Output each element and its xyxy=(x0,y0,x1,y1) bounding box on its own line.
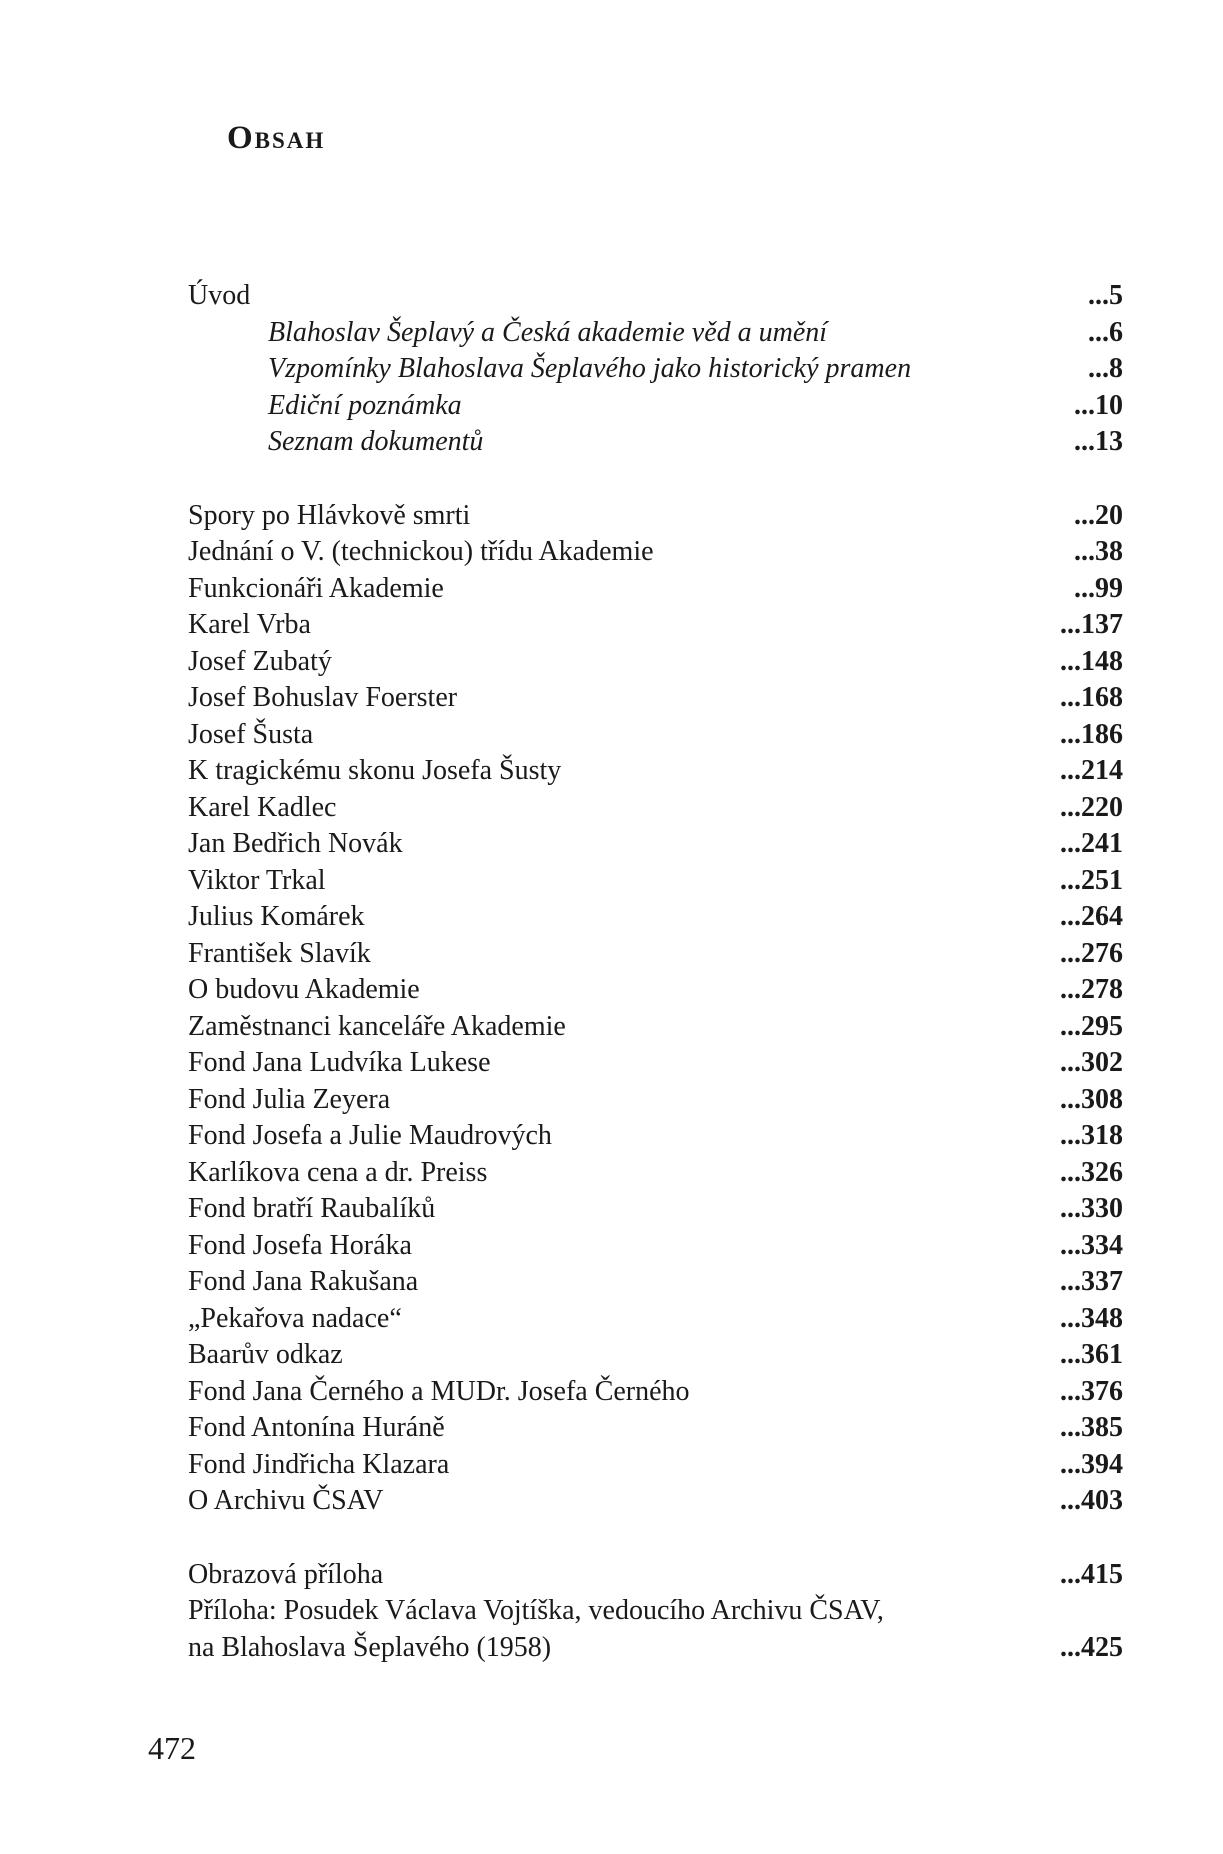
toc-entry xyxy=(188,717,1123,754)
toc-entry-page: ...168 xyxy=(1060,682,1123,713)
toc-entry xyxy=(188,1593,1123,1630)
toc-entry-title: Josef Šusta xyxy=(188,718,314,750)
toc-entry-title: Baarův odkaz xyxy=(188,1339,343,1370)
toc-entry-title: Ediční poznámka xyxy=(268,389,462,421)
toc-entry-page: ...278 xyxy=(1060,974,1123,1005)
toc-entry-title: Julius Komárek xyxy=(188,901,365,932)
toc-entry-title: Fond Julia Zeyera xyxy=(188,1083,391,1115)
toc-entry xyxy=(188,680,1123,717)
toc-subentry xyxy=(188,424,1123,461)
toc-entry-title: Fond Jana Černého a MUDr. Josefa Černého xyxy=(188,1375,690,1407)
toc-entry-page: ...8 xyxy=(1088,353,1123,384)
toc-entry xyxy=(188,972,1123,1009)
toc-entry-title: Fond Jana Rakušana xyxy=(188,1266,419,1297)
toc-entry-page: ...403 xyxy=(1060,1485,1123,1516)
toc-entry-page: ...330 xyxy=(1060,1193,1123,1224)
toc-entry xyxy=(188,644,1123,681)
toc-entry xyxy=(188,1009,1123,1046)
toc-entry-title: Fond Jindřicha Klazara xyxy=(188,1448,450,1480)
toc-entry-title: Fond Jana Ludvíka Lukese xyxy=(188,1047,491,1078)
toc-entry xyxy=(188,1447,1123,1484)
toc-entry xyxy=(188,1337,1123,1374)
toc-entry-title: Příloha: Posudek Václava Vojtíška, vedoucího Archivu ČSAV, xyxy=(188,1595,884,1626)
toc-subentry xyxy=(188,351,1123,388)
table-of-contents xyxy=(188,278,1123,1666)
toc-entry-title: Fond bratří Raubalíků xyxy=(188,1193,436,1224)
toc-entry-page: ...302 xyxy=(1060,1047,1123,1078)
toc-entry-title: Vzpomínky Blahoslava Šeplavého jako historický pramen xyxy=(268,353,912,384)
toc-entry-page: ...415 xyxy=(1060,1558,1123,1590)
toc-entry xyxy=(188,790,1123,827)
toc-entry-page: ...220 xyxy=(1060,791,1123,823)
toc-entry xyxy=(188,936,1123,973)
toc-entry-title: na Blahoslava Šeplavého (1958) xyxy=(188,1631,552,1663)
toc-entry-page: ...6 xyxy=(1088,316,1123,348)
toc-entry-title: František Slavík xyxy=(188,937,371,969)
section-gap xyxy=(188,461,1123,498)
toc-entry-page: ...148 xyxy=(1060,645,1123,677)
toc-entry xyxy=(188,1264,1123,1301)
toc-entry-title: Josef Bohuslav Foerster xyxy=(188,682,458,713)
toc-entry xyxy=(188,571,1123,608)
toc-entry xyxy=(188,826,1123,863)
toc-entry-page: ...334 xyxy=(1060,1229,1123,1261)
toc-entry-title: Fond Antonína Huráně xyxy=(188,1412,445,1443)
toc-entry-page: ...326 xyxy=(1060,1156,1123,1188)
toc-entry-title: Fond Josefa Horáka xyxy=(188,1229,412,1261)
toc-entry xyxy=(188,1155,1123,1192)
toc-entry-page: ...361 xyxy=(1060,1339,1123,1370)
toc-entry-page: ...276 xyxy=(1060,937,1123,969)
toc-section-main xyxy=(188,498,1123,1520)
toc-entry-page: ...251 xyxy=(1060,864,1123,896)
toc-entry-title: Obrazová příloha xyxy=(188,1558,384,1590)
toc-entry-page: ...241 xyxy=(1060,828,1123,859)
toc-entry xyxy=(188,863,1123,900)
toc-entry-page: ...20 xyxy=(1074,499,1123,531)
toc-section-intro xyxy=(188,278,1123,461)
toc-entry-title: Funkcionáři Akademie xyxy=(188,572,444,604)
toc-entry-title: Jednání o V. (technickou) třídu Akademie xyxy=(188,536,654,567)
toc-entry xyxy=(188,899,1123,936)
toc-entry xyxy=(188,1045,1123,1082)
toc-entry-page: ...337 xyxy=(1060,1266,1123,1297)
toc-entry-page: ...264 xyxy=(1060,901,1123,932)
page-number: 472 xyxy=(148,1730,196,1766)
toc-entry-page: ...318 xyxy=(1060,1120,1123,1151)
toc-subentry xyxy=(188,315,1123,352)
toc-entry xyxy=(188,1082,1123,1119)
toc-entry-title: Zaměstnanci kanceláře Akademie xyxy=(188,1010,566,1042)
toc-entry-title: O budovu Akademie xyxy=(188,974,420,1005)
toc-entry-title: Jan Bedřich Novák xyxy=(188,828,403,859)
toc-entry xyxy=(188,498,1123,535)
toc-entry-title: O Archivu ČSAV xyxy=(188,1485,384,1516)
toc-entry-title: Spory po Hlávkově smrti xyxy=(188,499,471,531)
section-gap xyxy=(188,1520,1123,1557)
toc-entry-page: ...10 xyxy=(1074,389,1123,421)
toc-entry-page: ...186 xyxy=(1060,718,1123,750)
toc-entry-page: ...295 xyxy=(1060,1010,1123,1042)
toc-entry xyxy=(188,1301,1123,1338)
toc-entry xyxy=(188,1228,1123,1265)
toc-entry xyxy=(188,534,1123,571)
toc-entry xyxy=(188,278,1123,315)
toc-subentry xyxy=(188,388,1123,425)
toc-entry-page: ...376 xyxy=(1060,1375,1123,1407)
toc-entry-page: ...394 xyxy=(1060,1448,1123,1480)
toc-entry-title: Fond Josefa a Julie Maudrových xyxy=(188,1120,552,1151)
toc-entry-page: ...425 xyxy=(1060,1631,1123,1663)
toc-entry-title: Seznam dokumentů xyxy=(268,426,484,457)
page-title: Obsah xyxy=(227,120,326,156)
toc-entry-page: ...214 xyxy=(1060,755,1123,786)
toc-entry xyxy=(188,1374,1123,1411)
toc-entry-page: ...137 xyxy=(1060,609,1123,640)
toc-entry-page: ...348 xyxy=(1060,1302,1123,1334)
toc-entry xyxy=(188,1118,1123,1155)
toc-entry xyxy=(188,607,1123,644)
toc-entry-title: Karel Vrba xyxy=(188,609,311,640)
toc-entry-title: Karel Kadlec xyxy=(188,791,337,823)
toc-entry xyxy=(188,1191,1123,1228)
toc-entry xyxy=(188,1410,1123,1447)
toc-entry xyxy=(188,1483,1123,1520)
toc-entry xyxy=(188,1557,1123,1594)
toc-section-appendix xyxy=(188,1557,1123,1667)
toc-entry-page: ...13 xyxy=(1074,426,1123,457)
toc-entry-title: Josef Zubatý xyxy=(188,645,332,677)
toc-entry xyxy=(188,1630,1123,1667)
toc-entry-title: Viktor Trkal xyxy=(188,864,326,896)
toc-entry-page: ...5 xyxy=(1088,280,1123,311)
toc-entry-title: „Pekařova nadace“ xyxy=(188,1302,402,1334)
toc-entry-title: Karlíkova cena a dr. Preiss xyxy=(188,1156,488,1188)
toc-entry xyxy=(188,753,1123,790)
toc-entry-page: ...38 xyxy=(1074,536,1123,567)
toc-entry-title: K tragickému skonu Josefa Šusty xyxy=(188,755,562,786)
toc-entry-page: ...385 xyxy=(1060,1412,1123,1443)
toc-entry-page: ...308 xyxy=(1060,1083,1123,1115)
toc-entry-page: ...99 xyxy=(1074,572,1123,604)
toc-entry-title: Úvod xyxy=(188,280,251,311)
toc-entry-title: Blahoslav Šeplavý a Česká akademie věd a umění xyxy=(268,316,828,348)
